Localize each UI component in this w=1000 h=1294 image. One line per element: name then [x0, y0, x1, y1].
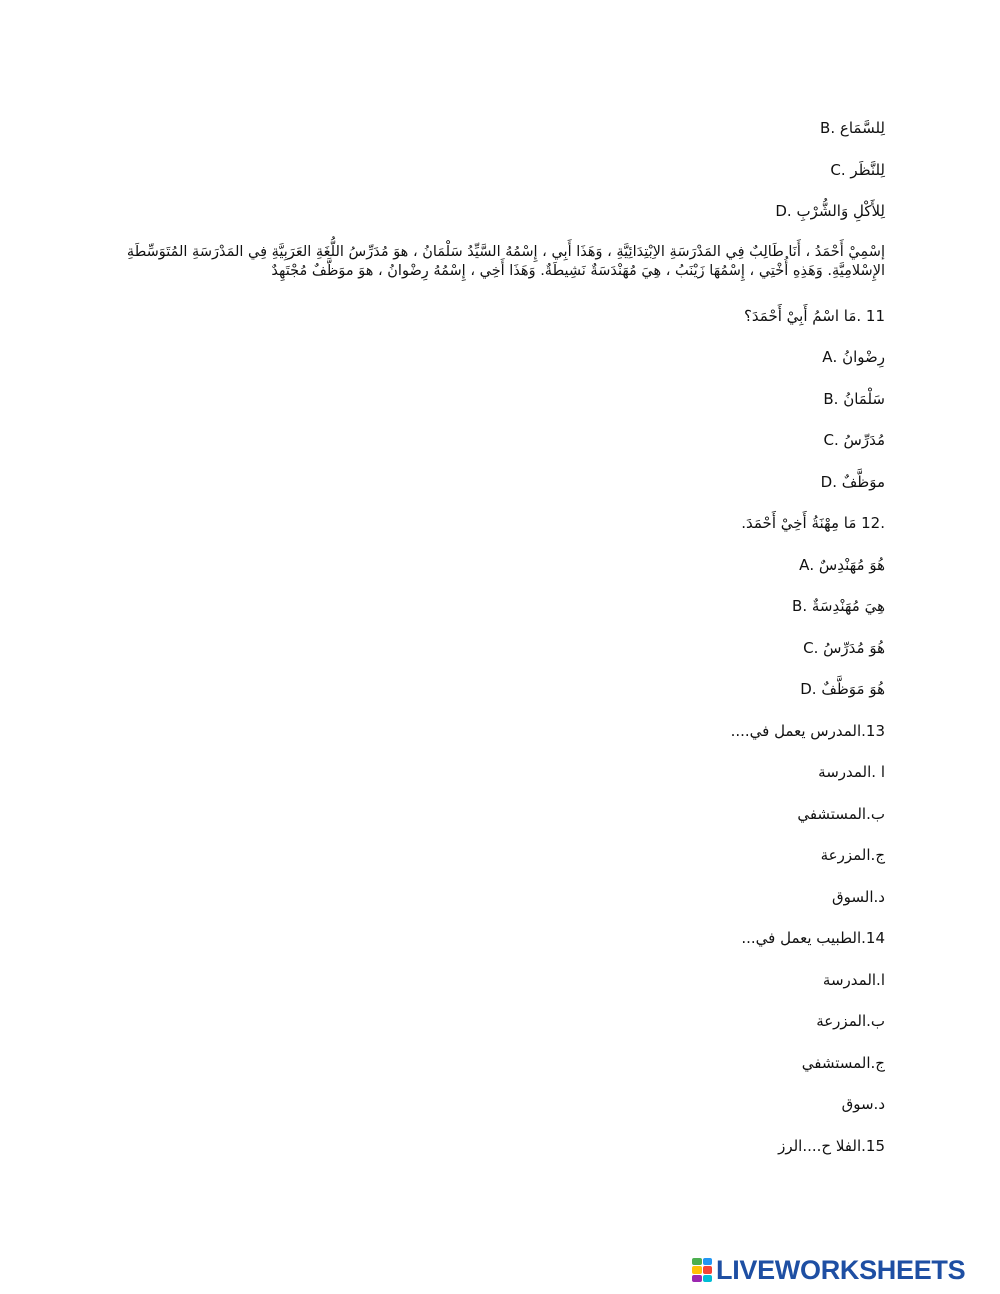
question-11: 11 .مَا اسْمُ أَبِيْ أَحْمَدَ؟ [743, 306, 885, 325]
q11-option-b: سَلْمَانُ .B [823, 389, 885, 408]
question-15: 15.الفلا ح....الرز [778, 1136, 885, 1155]
logo-icon-cell [692, 1275, 702, 1282]
logo-icon-cell [692, 1266, 702, 1273]
q11-option-c: مُدَرِّسُ .C [823, 431, 885, 449]
q14-option-c: ج.المستشفي [801, 1053, 885, 1072]
q11-option-a: رِضْوانُ .A [822, 348, 885, 366]
liveworksheets-logo[interactable] [692, 1255, 965, 1285]
q13-option-c: ج.المزرعة [820, 846, 885, 864]
worksheet-page [110, 118, 885, 1177]
logo-wordmark: LIVEWORKSHEETS [716, 1254, 966, 1285]
passage-line-2: الإِسْلامِيَّةِ. وَهَذِهِ أُخْتِي ، إِسْمُهَا زَيْنَبُ ، هِيَ مُهَنْدَسَةٌ نَشِيطَةٌ. وَهَذَا أَخِي ، إِسْمُهُ رِضْوانُ ، هوَ موَظَّفٌ مُجْتَهِدٌ [271, 262, 885, 279]
q13-option-b: ب.المستشفي [797, 804, 885, 823]
reading-passage [110, 243, 885, 281]
q14-option-b: ب.المزرعة [816, 1012, 885, 1030]
answer-option-c: لِلنَّظَر .C [830, 160, 885, 179]
q13-option-a: ا .المدرسة [818, 763, 885, 781]
answer-option-d: لِلأَكْلِ وَالشُّرْبِ .D [775, 202, 885, 220]
logo-icon-cell [703, 1275, 713, 1282]
logo-icon-cell [692, 1258, 702, 1265]
passage-line-1: إسْمِيْ أَحْمَدُ ، أَنَا طَالِبٌ فِي المَدْرَسَةِ الاِبْتِدَائِيَّةِ ، وَهَذَا أَبِي ، إِسْمُهُ السَّيِّدُ سَلْمَانُ ، هوَ مُدَرِّسُ اللُّغَةِ العَرَبِيَّةِ فِي المَدْرَسَةِ المُتَوَسِّطَةِ [126, 243, 885, 260]
question-14: 14.الطبيب يعمل في... [741, 929, 885, 947]
q12-option-a: هُوَ مُهَنْدِسٌ .A [799, 555, 885, 574]
q12-option-c: هُوَ مُدَرِّسُ .C [803, 638, 885, 657]
liveworksheets-logo-icon [692, 1258, 712, 1282]
answer-option-b: لِلسَّمَاع .B [820, 119, 885, 137]
question-13: 13.المدرس يعمل في.... [730, 721, 885, 740]
q13-option-d: د.السوق [832, 887, 885, 906]
q12-option-b: هِيَ مُهَنْدِسَةٌ .B [792, 597, 885, 615]
q14-option-a: ا.المدرسة [822, 970, 885, 989]
q12-option-d: هُوَ مَوَظَّفٌ .D [800, 680, 885, 698]
logo-icon-cell [703, 1258, 713, 1265]
q11-option-d: موَظَّفٌ .D [820, 472, 885, 491]
logo-icon-cell [703, 1266, 713, 1273]
question-12: .12 مَا مِهْنَةُ أَخِيْ أَحْمَدَ. [741, 514, 885, 532]
q14-option-d: د.سوق [841, 1095, 885, 1113]
